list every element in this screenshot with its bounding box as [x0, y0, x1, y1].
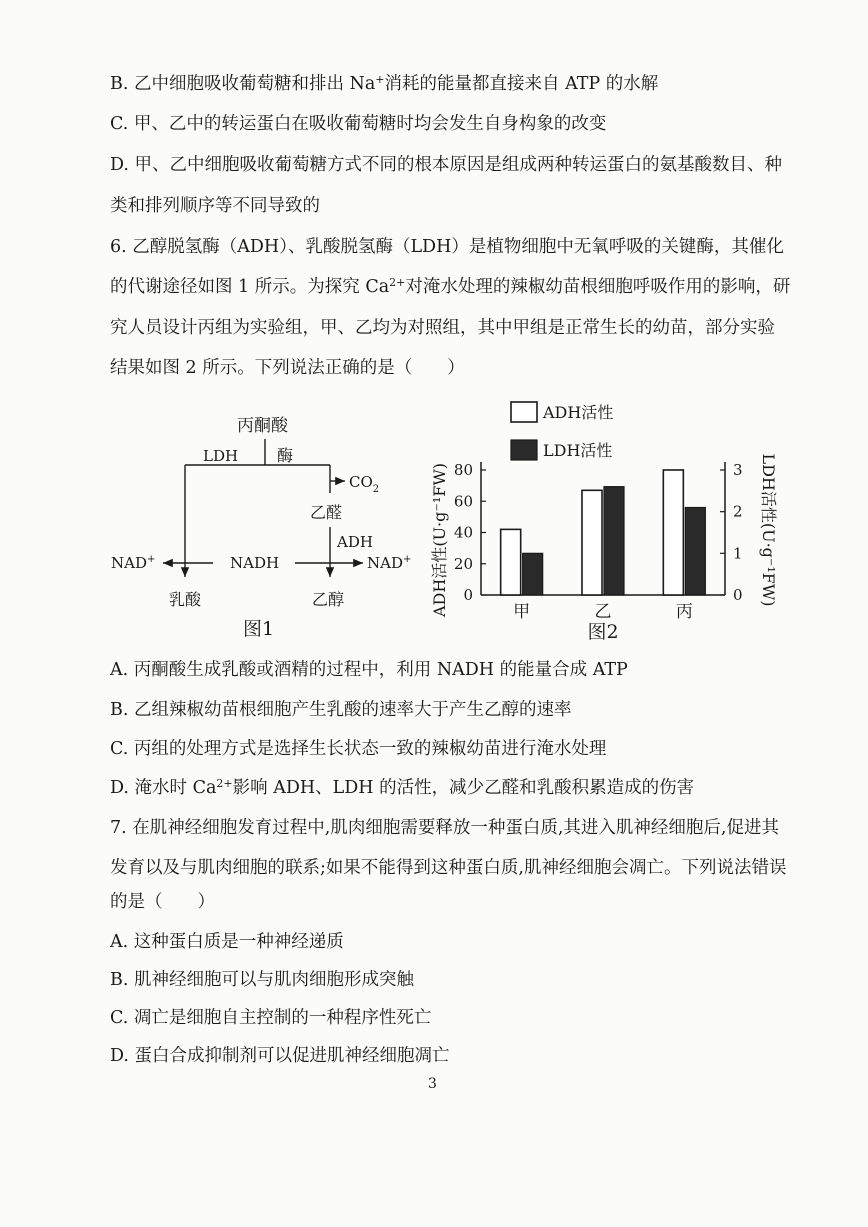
bar-adh [582, 490, 602, 595]
q7-stem-3: 的是（ ） [110, 892, 215, 912]
q7-stem-2: 发育以及与肌肉细胞的联系;如果不能得到这种蛋白质,肌神经细胞会凋亡。下列说法错误 [110, 858, 787, 878]
fig1-nad-left: NAD+ [111, 554, 156, 572]
bar-ldh [523, 553, 543, 595]
option-d-q5: D. 甲、乙中细胞吸收葡萄糖方式不同的根本原因是组成两种转运蛋白的氨基酸数目、种 [110, 155, 783, 175]
x-tick-label: 甲 [513, 602, 531, 622]
fig1-co2: $CO_2$ [349, 473, 380, 495]
figure2-chart [425, 390, 795, 650]
legend-label-ldh: LDH活性 [543, 441, 613, 460]
option-d-q7: D. 蛋白合成抑制剂可以促进肌神经细胞凋亡 [110, 1046, 450, 1066]
option-d-q6: D. 淹水时 $Ca^{2+}$影响 ADH、LDH 的活性，减少乙醛和乳酸积累造成的伤害 [110, 777, 695, 798]
y-tick-label-right: 2 [733, 502, 743, 521]
legend-label-adh: ADH活性 [543, 403, 614, 422]
fig1-caption: 图1 [243, 618, 275, 640]
option-d-q5-cont: 类和排列顺序等不同导致的 [110, 196, 320, 216]
y-axis-label-right: LDH活性(U·g⁻¹FW) [759, 453, 778, 607]
x-tick-label: 乙 [594, 602, 612, 622]
option-c-q6: C. 丙组的处理方式是选择生长状态一致的辣椒幼苗进行淹水处理 [110, 739, 607, 759]
fig1-nadh: NADH [230, 554, 280, 572]
y-tick-label-right: 0 [733, 586, 743, 604]
option-a-q7: A. 这种蛋白质是一种神经递质 [110, 932, 344, 952]
x-tick-label: 丙 [675, 602, 693, 622]
fig1-nad-right: NAD+ [367, 554, 412, 572]
y-tick-label-right: 1 [733, 544, 743, 563]
fig1-acetaldehyde: 乙醛 [310, 503, 343, 522]
q6-stem-4: 结果如图 2 所示。下列说法正确的是（ ） [110, 358, 465, 378]
q6-stem-2: 的代谢途径如图 1 所示。为探究 $Ca^{2+}$对淹水处理的辣椒幼苗根细胞呼吸作用的影响，研 [110, 276, 791, 297]
option-b-q5: B. 乙中细胞吸收葡萄糖和排出 Na+消耗的能量都直接来自 ATP 的水解 [110, 73, 659, 94]
option-b-q6: B. 乙组辣椒幼苗根细胞产生乳酸的速率大于产生乙醇的速率 [110, 700, 572, 720]
y-tick-label-left: 60 [453, 492, 473, 511]
bar-adh [663, 470, 683, 595]
legend-swatch-ldh [511, 440, 537, 460]
bar-adh [501, 529, 521, 595]
fig1-ethanol: 乙醇 [312, 590, 345, 609]
y-tick-label-right: 3 [733, 461, 743, 479]
option-c-q7: C. 凋亡是细胞自主控制的一种程序性死亡 [110, 1008, 432, 1028]
option-c-q5: C. 甲、乙中的转运蛋白在吸收葡萄糖时均会发生自身构象的改变 [110, 114, 607, 134]
q6-stem-1: 6. 乙醇脱氢酶（ADH）、乳酸脱氢酶（LDH）是植物细胞中无氧呼吸的关键酶，其催化 [110, 237, 784, 257]
bar-ldh [604, 487, 624, 595]
option-a-q6: A. 丙酮酸生成乳酸或酒精的过程中，利用 NADH 的能量合成 ATP [110, 660, 628, 680]
y-tick-label-left: 40 [453, 523, 473, 542]
figure1-pathway [105, 405, 435, 645]
bar-ldh [685, 508, 705, 596]
legend-swatch-adh [511, 402, 537, 422]
fig1-lactate: 乳酸 [169, 590, 202, 609]
y-axis-label-left: ADH活性(U·g⁻¹FW) [430, 462, 449, 618]
figure2-caption: 图2 [587, 621, 619, 643]
y-tick-label-left: 0 [463, 586, 473, 604]
y-tick-label-left: 20 [453, 554, 473, 573]
q7-stem-1: 7. 在肌神经细胞发育过程中,肌肉细胞需要释放一种蛋白质,其进入肌神经细胞后,促进其 [110, 818, 779, 838]
fig1-adh: ADH [337, 533, 373, 551]
fig1-enzyme: 酶 [277, 446, 294, 465]
page-number: 3 [428, 1076, 437, 1092]
q6-stem-3: 究人员设计丙组为实验组，甲、乙均为对照组，其中甲组是正常生长的幼苗，部分实验 [110, 318, 775, 338]
option-b-q7: B. 肌神经细胞可以与肌肉细胞形成突触 [110, 970, 414, 990]
y-tick-label-left: 80 [453, 461, 473, 479]
fig1-pyruvate: 丙酮酸 [237, 416, 288, 436]
fig1-ldh: LDH [203, 447, 239, 465]
